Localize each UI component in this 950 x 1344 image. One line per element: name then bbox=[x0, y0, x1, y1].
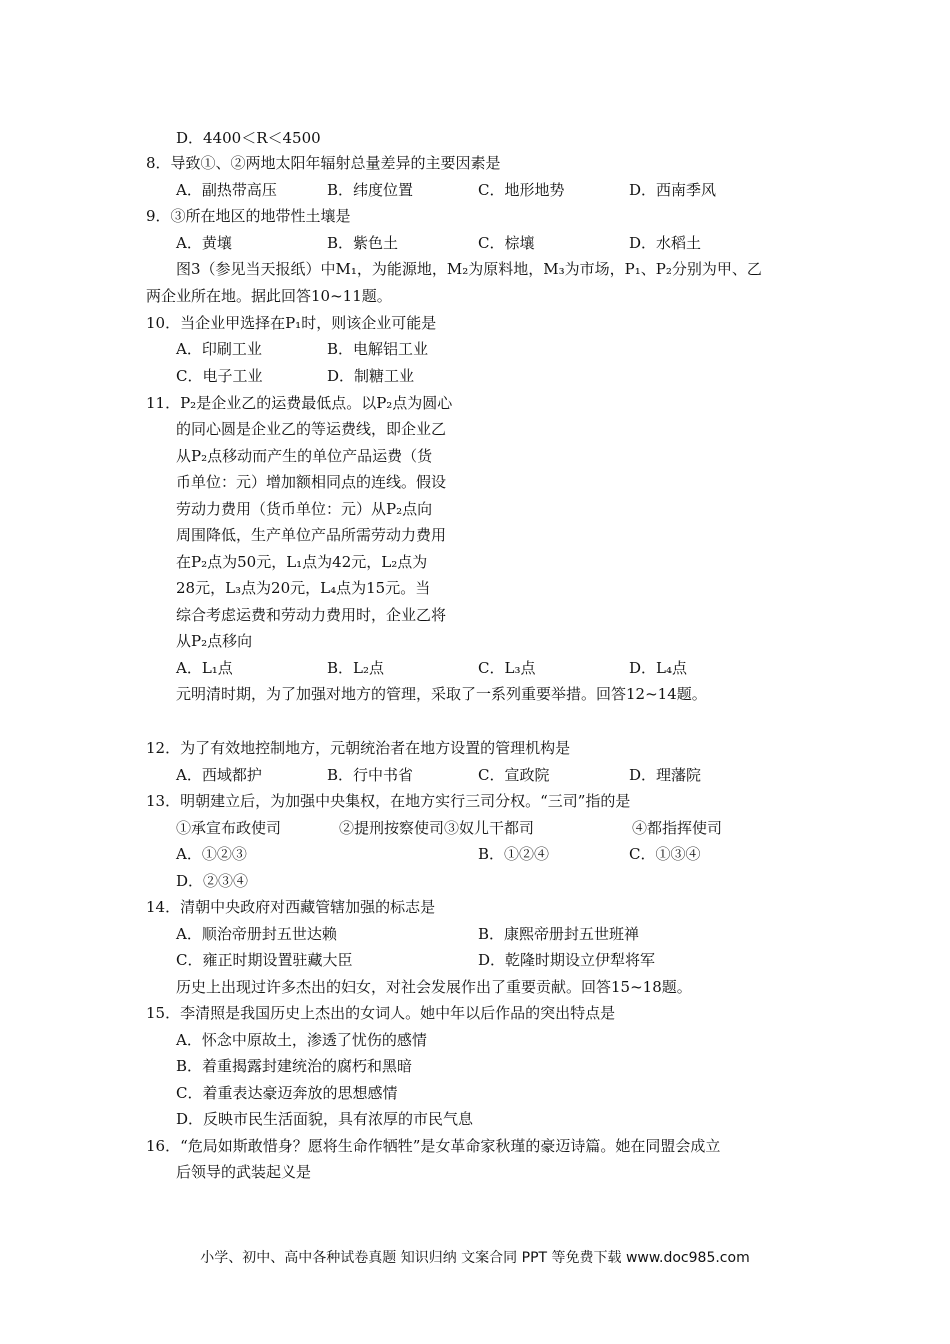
q11-option-d: D．L₄点 bbox=[629, 659, 688, 677]
q10-option-c: C．电子工业 bbox=[176, 367, 263, 385]
q8-stem: 8．导致①、②两地太阳年辐射总量差异的主要因素是 bbox=[146, 154, 501, 172]
q11-option-a: A．L₁点 bbox=[176, 659, 233, 677]
q16-stem-line2: 后领导的武装起义是 bbox=[176, 1163, 312, 1181]
q10-stem: 10．当企业甲选择在P₁时，则该企业可能是 bbox=[146, 314, 437, 332]
q13-option-a: A．①②③ bbox=[176, 845, 247, 863]
q14-option-a: A．顺治帝册封五世达赖 bbox=[176, 925, 337, 943]
intro-10-line1: 图3（参见当天报纸）中M₁，为能源地，M₂为原料地，M₃为市场，P₁、P₂分别为甲、乙 bbox=[176, 260, 762, 278]
q8-option-c: C．地形地势 bbox=[478, 181, 565, 199]
q11-line: 币单位：元）增加额相同点的连线。假设 bbox=[176, 473, 447, 491]
q13-option-d: D．②③④ bbox=[176, 872, 249, 890]
q11-line: 在P₂点为50元，L₁点为42元，L₂点为 bbox=[176, 553, 428, 571]
q13-item-4: ④都指挥使司 bbox=[632, 819, 723, 837]
q14-option-c: C．雍正时期设置驻藏大臣 bbox=[176, 951, 353, 969]
q14-stem: 14．清朝中央政府对西藏管辖加强的标志是 bbox=[146, 898, 436, 916]
q9-option-a: A．黄壤 bbox=[176, 234, 232, 252]
q8-option-b: B．纬度位置 bbox=[327, 181, 414, 199]
q10-option-b: B．电解铝工业 bbox=[327, 340, 429, 358]
q9-stem: 9．③所在地区的地带性土壤是 bbox=[146, 207, 351, 225]
q7-option-d: D．4400＜R＜4500 bbox=[176, 129, 321, 147]
q11-line: 劳动力费用（货币单位：元）从P₂点向 bbox=[176, 500, 433, 518]
q11-option-c: C．L₃点 bbox=[478, 659, 536, 677]
q14-option-d: D．乾隆时期设立伊犁将军 bbox=[478, 951, 656, 969]
q9-option-b: B．紫色土 bbox=[327, 234, 399, 252]
q10-option-d: D．制糖工业 bbox=[327, 367, 415, 385]
q12-option-c: C．宣政院 bbox=[478, 766, 550, 784]
q9-option-c: C．棕壤 bbox=[478, 234, 535, 252]
q14-option-b: B．康熙帝册封五世班禅 bbox=[478, 925, 640, 943]
q8-option-d: D．西南季风 bbox=[629, 181, 717, 199]
q12-option-d: D．理藩院 bbox=[629, 766, 702, 784]
q13-item-1: ①承宣布政使司 bbox=[176, 819, 282, 837]
q16-stem-line1: 16．“危局如斯敢惜身？愿将生命作牺牲”是女革命家秋瑾的豪迈诗篇。她在同盟会成立 bbox=[146, 1137, 721, 1155]
q13-option-b: B．①②④ bbox=[478, 845, 550, 863]
q11-line: 综合考虑运费和劳动力费用时，企业乙将 bbox=[176, 606, 447, 624]
q10-option-a: A．印刷工业 bbox=[176, 340, 262, 358]
q11-line: 11．P₂是企业乙的运费最低点。以P₂点为圆心 bbox=[146, 394, 453, 412]
q15-stem: 15．李清照是我国历史上杰出的女词人。她中年以后作品的突出特点是 bbox=[146, 1004, 616, 1022]
q15-option-a: A．怀念中原故土，渗透了忧伤的感情 bbox=[176, 1031, 427, 1049]
q11-line: 周围降低，生产单位产品所需劳动力费用 bbox=[176, 526, 447, 544]
footer-text: 小学、初中、高中各种试卷真题 知识归纳 文案合同 PPT 等免费下载 www.doc985.com bbox=[200, 1250, 750, 1266]
q13-stem: 13．明朝建立后，为加强中央集权，在地方实行三司分权。“三司”指的是 bbox=[146, 792, 631, 810]
q11-line: 从P₂点移动而产生的单位产品运费（货 bbox=[176, 447, 433, 465]
q11-line: 从P₂点移向 bbox=[176, 632, 253, 650]
q11-line: 的同心圆是企业乙的等运费线，即企业乙 bbox=[176, 420, 447, 438]
q11-option-b: B．L₂点 bbox=[327, 659, 384, 677]
q12-option-a: A．西域都护 bbox=[176, 766, 262, 784]
intro-10-line2: 两企业所在地。据此回答10~11题。 bbox=[146, 287, 392, 305]
intro-15: 历史上出现过许多杰出的妇女，对社会发展作出了重要贡献。回答15~18题。 bbox=[176, 978, 692, 996]
q13-option-c: C．①③④ bbox=[629, 845, 701, 863]
q13-item-2-3: ②提刑按察使司③奴儿干都司 bbox=[339, 819, 535, 837]
q15-option-b: B．着重揭露封建统治的腐朽和黑暗 bbox=[176, 1057, 413, 1075]
q8-option-a: A．副热带高压 bbox=[176, 181, 277, 199]
q15-option-d: D．反映市民生活面貌，具有浓厚的市民气息 bbox=[176, 1110, 474, 1128]
q9-option-d: D．水稻土 bbox=[629, 234, 702, 252]
q12-option-b: B．行中书省 bbox=[327, 766, 414, 784]
intro-12: 元明清时期，为了加强对地方的管理，采取了一系列重要举措。回答12~14题。 bbox=[176, 685, 707, 703]
q15-option-c: C．着重表达豪迈奔放的思想感情 bbox=[176, 1084, 398, 1102]
q11-line: 28元，L₃点为20元，L₄点为15元。当 bbox=[176, 579, 431, 597]
q12-stem: 12．为了有效地控制地方，元朝统治者在地方设置的管理机构是 bbox=[146, 739, 571, 757]
